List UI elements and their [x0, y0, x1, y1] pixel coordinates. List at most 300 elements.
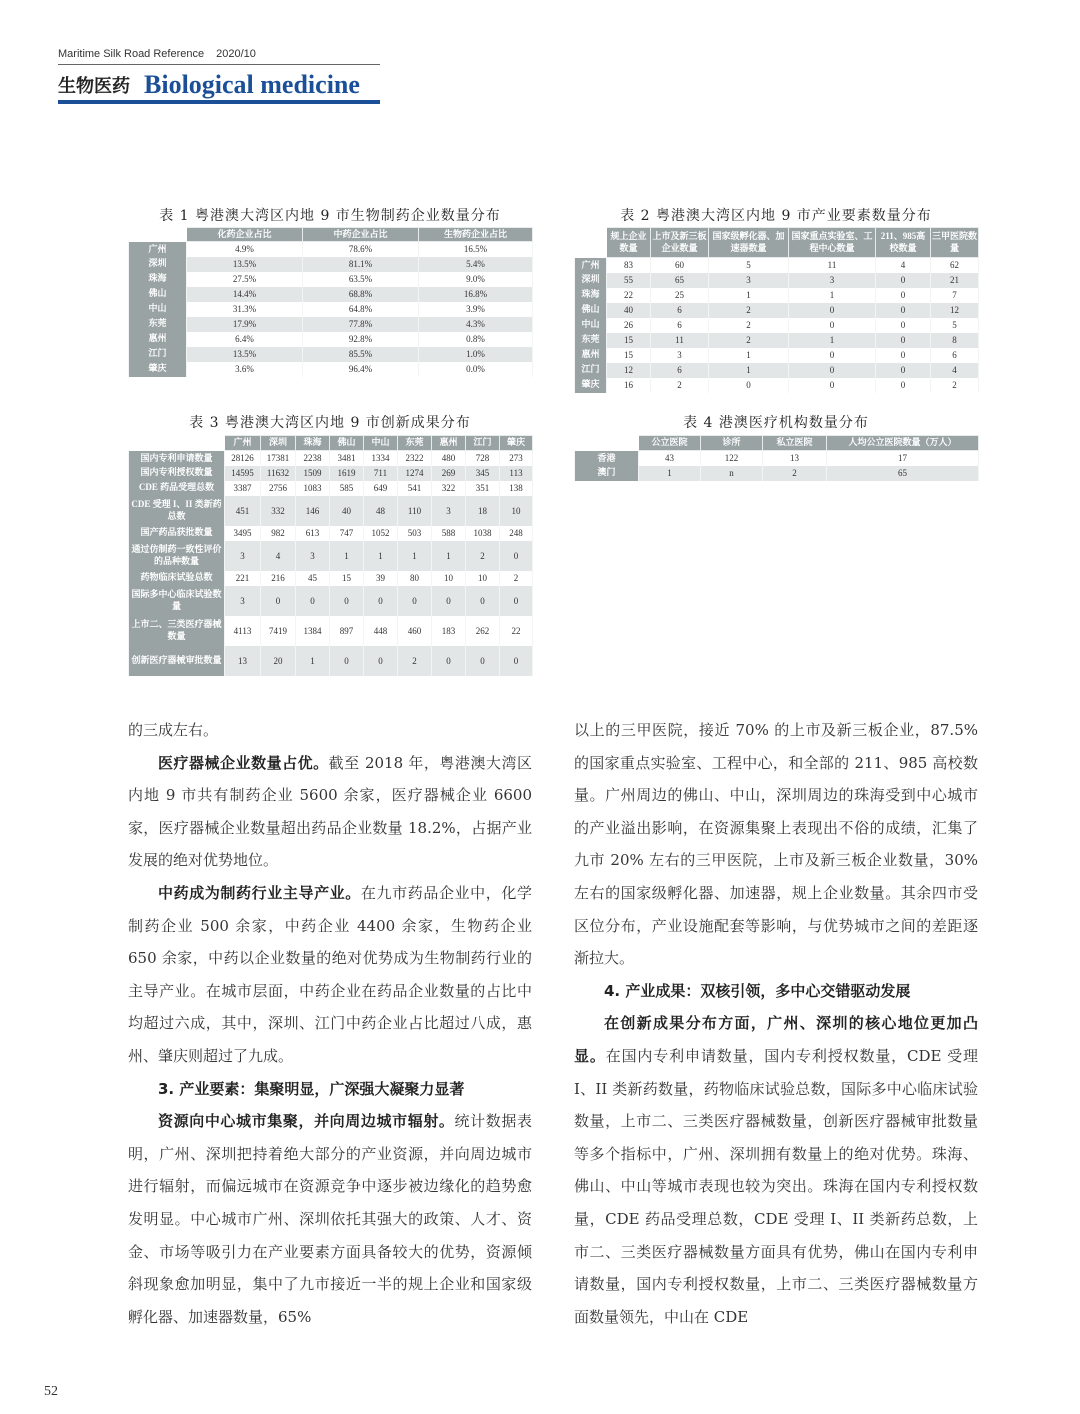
table-cell: 1509 — [296, 466, 330, 481]
table-row — [129, 526, 533, 541]
table-row — [129, 496, 533, 526]
table-cell: 2756 — [261, 481, 296, 496]
table-cell: 1 — [432, 541, 466, 571]
table1 — [128, 227, 533, 377]
table-cell: 85.5% — [303, 347, 419, 362]
table-cell: 39 — [364, 571, 398, 586]
table-cell: 43 — [639, 451, 701, 466]
row-header: 佛山 — [129, 287, 187, 302]
table-row — [129, 287, 533, 302]
table-row — [129, 541, 533, 571]
table-cell: 0 — [296, 586, 330, 616]
table-cell: 16.5% — [419, 242, 533, 257]
subsection-heading: 4. 产业成果：双核引领，多中心交错驱动发展 — [604, 981, 911, 1000]
table-cell: 13 — [225, 646, 261, 676]
table3-caption: 表 3 粤港澳大湾区内地 9 市创新成果分布 — [189, 415, 471, 431]
table-cell: 216 — [261, 571, 296, 586]
table-cell: 351 — [466, 481, 500, 496]
header-rule — [58, 64, 380, 65]
table-cell: 4.3% — [419, 317, 533, 332]
table-corner-cell — [575, 228, 607, 258]
table-cell: 4113 — [225, 616, 261, 646]
table-cell: 92.8% — [303, 332, 419, 347]
table-cell: 60 — [651, 258, 709, 273]
column-header: 中药企业占比 — [303, 228, 419, 242]
table-cell: 1 — [709, 363, 789, 378]
table-cell: 2238 — [296, 451, 330, 466]
table-cell: 1052 — [364, 526, 398, 541]
table-cell: 83 — [607, 258, 651, 273]
table-cell: 3481 — [330, 451, 364, 466]
table-cell: 262 — [466, 616, 500, 646]
table-cell: 9.0% — [419, 272, 533, 287]
table-cell: 273 — [500, 451, 533, 466]
table-cell: 345 — [466, 466, 500, 481]
subsection-heading: 3. 产业要素：集聚明显，广深强大凝聚力显著 — [158, 1079, 465, 1098]
paragraph-lead: 资源向中心城市集聚，并向周边城市辐射。 — [158, 1112, 455, 1131]
table-cell: 12 — [607, 363, 651, 378]
table-cell: 17 — [827, 451, 979, 466]
row-header: 东莞 — [129, 317, 187, 332]
table-cell: 80 — [398, 571, 432, 586]
table-cell: 613 — [296, 526, 330, 541]
table-cell: 2 — [709, 333, 789, 348]
table-cell: 1 — [296, 646, 330, 676]
table-cell: 541 — [398, 481, 432, 496]
row-header: 澳门 — [575, 466, 639, 481]
table4-header-row — [575, 436, 979, 451]
table-cell: 2 — [500, 571, 533, 586]
row-header: 广州 — [129, 242, 187, 257]
row-header: 中山 — [129, 302, 187, 317]
table-cell: 0 — [789, 363, 876, 378]
table-cell: 649 — [364, 481, 398, 496]
table3-header-row — [129, 436, 533, 451]
table1-caption: 表 1 粤港澳大湾区内地 9 市生物制药企业数量分布 — [159, 208, 501, 224]
table4-caption: 表 4 港澳医疗机构数量分布 — [683, 415, 869, 431]
table-row — [575, 466, 979, 481]
column-header: 人均公立医院数量（万人） — [827, 436, 979, 451]
table-row — [129, 362, 533, 377]
table-cell: 2 — [651, 378, 709, 393]
column-header: 三甲医院数量 — [931, 228, 979, 258]
table-cell: 1 — [364, 541, 398, 571]
table-cell: 3.9% — [419, 302, 533, 317]
column-header: 江门 — [466, 436, 500, 451]
table-cell: 3 — [651, 348, 709, 363]
row-header: 广州 — [575, 258, 607, 273]
paragraph-lead: 在创新成果分布方面，广州、深圳的核心地位更加凸显。 — [574, 1014, 978, 1065]
row-header: 佛山 — [575, 303, 607, 318]
table-cell: 0 — [709, 378, 789, 393]
table-cell: 20 — [261, 646, 296, 676]
table-cell: 17381 — [261, 451, 296, 466]
section-underline — [58, 100, 380, 104]
table-cell: 1 — [709, 348, 789, 363]
table-cell: 1274 — [398, 466, 432, 481]
section-title — [58, 70, 360, 100]
table2-caption: 表 2 粤港澳大湾区内地 9 市产业要素数量分布 — [620, 208, 932, 224]
table-row — [575, 318, 979, 333]
row-header: 肇庆 — [575, 378, 607, 393]
table-row — [129, 332, 533, 347]
table-cell: 4.9% — [187, 242, 303, 257]
row-header: 国际多中心临床试验数量 — [129, 586, 225, 616]
row-header: 东莞 — [575, 333, 607, 348]
table-cell: 6 — [651, 303, 709, 318]
table-cell: 2 — [398, 646, 432, 676]
table-cell: 122 — [701, 451, 763, 466]
column-header: 生物药企业占比 — [419, 228, 533, 242]
table-cell: 0 — [876, 378, 931, 393]
row-header: 上市二、三类医疗器械数量 — [129, 616, 225, 646]
row-header: 国内专利授权数量 — [129, 466, 225, 481]
table-cell: 10 — [466, 571, 500, 586]
table-row — [129, 571, 533, 586]
table-cell: 1 — [789, 288, 876, 303]
table-cell: 0 — [500, 541, 533, 571]
table-cell: 588 — [432, 526, 466, 541]
table-row — [129, 586, 533, 616]
body-right-column — [574, 714, 978, 1333]
table-cell: 0.0% — [419, 362, 533, 377]
table-cell: 27.5% — [187, 272, 303, 287]
row-header: 肇庆 — [129, 362, 187, 377]
table-cell: 63.5% — [303, 272, 419, 287]
row-header: 深圳 — [129, 257, 187, 272]
table-row — [575, 378, 979, 393]
table-cell: 448 — [364, 616, 398, 646]
table-cell: 146 — [296, 496, 330, 526]
column-header: 广州 — [225, 436, 261, 451]
table-cell: 0 — [876, 333, 931, 348]
table-row — [129, 466, 533, 481]
table-cell: 110 — [398, 496, 432, 526]
table4 — [574, 435, 979, 481]
table-cell: 11 — [789, 258, 876, 273]
column-header: 诊所 — [701, 436, 763, 451]
table-cell: 3 — [709, 273, 789, 288]
table-corner-cell — [129, 436, 225, 451]
table-cell: 0 — [466, 586, 500, 616]
table-cell: 6 — [931, 348, 979, 363]
table-cell: 2322 — [398, 451, 432, 466]
table-cell: 2 — [763, 466, 827, 481]
table-cell: 11 — [651, 333, 709, 348]
table-cell: 0 — [432, 586, 466, 616]
paragraph: 中药成为制药行业主导产业。在九市药品企业中，化学制药企业 500 余家，中药企业 4400 余家，生物药企业 650 余家，中药以企业数量的绝对优势成为生物制药行业的主导产业。在城市层面，中药企业在药品企业数量的占比中均超过六成，其中，深圳、江门中药企业占比超过八成，惠州、肇庆则超过了九成。 — [128, 883, 532, 1065]
paragraph-lead: 医疗器械企业数量占优。 — [158, 753, 329, 772]
table1-header-row — [129, 228, 533, 242]
table-cell: 55 — [607, 273, 651, 288]
table-cell: 0 — [876, 303, 931, 318]
row-header: 江门 — [575, 363, 607, 378]
table-cell: 0 — [330, 586, 364, 616]
table2 — [574, 227, 979, 393]
row-header: 国产药品获批数量 — [129, 526, 225, 541]
table-cell: 3 — [225, 586, 261, 616]
table-cell: 5 — [709, 258, 789, 273]
table-cell: 78.6% — [303, 242, 419, 257]
table-cell: 17.9% — [187, 317, 303, 332]
column-header: 私立医院 — [763, 436, 827, 451]
table-cell: 0 — [789, 303, 876, 318]
table-row — [129, 481, 533, 496]
table-row — [575, 333, 979, 348]
table-cell: 0 — [876, 363, 931, 378]
column-header: 211、985高校数量 — [876, 228, 931, 258]
table-cell: 1384 — [296, 616, 330, 646]
table-cell: 6 — [651, 363, 709, 378]
table-cell: 10 — [500, 496, 533, 526]
running-header — [58, 48, 256, 60]
table-cell: 16 — [607, 378, 651, 393]
table-cell: 221 — [225, 571, 261, 586]
table-cell: 62 — [931, 258, 979, 273]
table-cell: 0 — [876, 288, 931, 303]
table-cell: 48 — [364, 496, 398, 526]
table-cell: 64.8% — [303, 302, 419, 317]
table-row — [129, 257, 533, 272]
table-cell: 982 — [261, 526, 296, 541]
table-cell: 2 — [709, 318, 789, 333]
row-header: 珠海 — [129, 272, 187, 287]
table-row — [129, 646, 533, 676]
table-cell: 22 — [607, 288, 651, 303]
table-cell: 0 — [261, 586, 296, 616]
table-cell: 0 — [500, 646, 533, 676]
table-cell: 16.8% — [419, 287, 533, 302]
table-cell: 503 — [398, 526, 432, 541]
table-cell: 585 — [330, 481, 364, 496]
table-cell: 13 — [763, 451, 827, 466]
page-number: 52 — [44, 1384, 58, 1399]
table-cell: 25 — [651, 288, 709, 303]
table-cell: 22 — [500, 616, 533, 646]
body-left-column — [128, 714, 532, 1333]
column-header: 珠海 — [296, 436, 330, 451]
table-cell: 7 — [931, 288, 979, 303]
table-cell: 0 — [364, 646, 398, 676]
table-cell: 7419 — [261, 616, 296, 646]
table-cell: 113 — [500, 466, 533, 481]
table-cell: 31.3% — [187, 302, 303, 317]
row-header: 创新医疗器械审批数量 — [129, 646, 225, 676]
table-cell: 1038 — [466, 526, 500, 541]
table-cell: 12 — [931, 303, 979, 318]
section-title-cn: 生物医药 — [58, 76, 130, 97]
column-header: 国家级孵化器、加速器数量 — [709, 228, 789, 258]
table3 — [128, 435, 533, 676]
table-cell: 0 — [789, 318, 876, 333]
table-cell: 45 — [296, 571, 330, 586]
table-cell: 460 — [398, 616, 432, 646]
section-title-en: Biological medicine — [144, 70, 360, 99]
table-cell: 65 — [827, 466, 979, 481]
column-header: 中山 — [364, 436, 398, 451]
table-corner-cell — [575, 436, 639, 451]
table-cell: 65 — [651, 273, 709, 288]
table-cell: 21 — [931, 273, 979, 288]
table-cell: 2 — [931, 378, 979, 393]
table-cell: 0 — [876, 348, 931, 363]
table-cell: 15 — [607, 348, 651, 363]
table-row — [129, 347, 533, 362]
table-cell: 4 — [261, 541, 296, 571]
paragraph: 资源向中心城市集聚，并向周边城市辐射。统计数据表明，广州、深圳把持着绝大部分的产业资源，并向周边城市进行辐射，而偏远城市在资源竞争中逐步被边缘化的趋势愈发明显。中心城市广州、深圳依托其强大的政策、人才、资金、市场等吸引力在产业要素方面具备较大的优势，资源倾斜现象愈加明显，集中了九市接近一半的规上企业和国家级孵化器、加速器数量，65% — [128, 1112, 532, 1326]
table-cell: 0 — [876, 273, 931, 288]
table-cell: 3 — [296, 541, 330, 571]
table-cell: 0 — [364, 586, 398, 616]
table-cell: 1 — [398, 541, 432, 571]
table-cell: 77.8% — [303, 317, 419, 332]
table-cell: 18 — [466, 496, 500, 526]
column-header: 深圳 — [261, 436, 296, 451]
table-cell: 10 — [432, 571, 466, 586]
table-cell: 0 — [398, 586, 432, 616]
table-cell: 6.4% — [187, 332, 303, 347]
table-cell: 1083 — [296, 481, 330, 496]
column-header: 规上企业数量 — [607, 228, 651, 258]
table-row — [129, 242, 533, 257]
table-row — [575, 288, 979, 303]
table-cell: 480 — [432, 451, 466, 466]
table-cell: n — [701, 466, 763, 481]
table-cell: 1 — [789, 333, 876, 348]
table-cell: 96.4% — [303, 362, 419, 377]
table-cell: 728 — [466, 451, 500, 466]
row-header: 惠州 — [575, 348, 607, 363]
table-cell: 26 — [607, 318, 651, 333]
table-cell: 3387 — [225, 481, 261, 496]
row-header: 国内专利申请数量 — [129, 451, 225, 466]
column-header: 东莞 — [398, 436, 432, 451]
table-cell: 322 — [432, 481, 466, 496]
table-cell: 0 — [466, 646, 500, 676]
table-cell: 13.5% — [187, 257, 303, 272]
table-cell: 11632 — [261, 466, 296, 481]
table-cell: 3 — [789, 273, 876, 288]
table-cell: 332 — [261, 496, 296, 526]
row-header: 珠海 — [575, 288, 607, 303]
table-cell: 747 — [330, 526, 364, 541]
table-cell: 0 — [500, 586, 533, 616]
column-header: 肇庆 — [500, 436, 533, 451]
column-header: 公立医院 — [639, 436, 701, 451]
paragraph: 以上的三甲医院，接近 70% 的上市及新三板企业，87.5% 的国家重点实验室、工程中心，和全部的 211、985 高校数量。广州周边的佛山、中山，深圳周边的珠海受到中心城市的产业溢出影响，在资源集聚上表现出不俗的成绩，汇集了九市 20% 左右的三甲医院，上市及新三板企业数量，30% 左右的国家级孵化器、加速器，规上企业数量。其余四市受区位分布，产业设施配套等影响，与优势城市之间的差距逐渐拉大。 — [574, 721, 978, 968]
table-cell: 0.8% — [419, 332, 533, 347]
table-cell: 1619 — [330, 466, 364, 481]
table-cell: 1.0% — [419, 347, 533, 362]
table-cell: 0 — [789, 378, 876, 393]
table-row — [575, 258, 979, 273]
paragraph-lead: 中药成为制药行业主导产业。 — [158, 883, 361, 902]
table-row — [575, 363, 979, 378]
table-cell: 183 — [432, 616, 466, 646]
row-header: 香港 — [575, 451, 639, 466]
table-cell: 40 — [330, 496, 364, 526]
row-header: CDE 药品受理总数 — [129, 481, 225, 496]
table-cell: 711 — [364, 466, 398, 481]
issue-number: 2020/10 — [216, 48, 256, 60]
table-cell: 269 — [432, 466, 466, 481]
table-row — [575, 273, 979, 288]
table-cell: 451 — [225, 496, 261, 526]
row-header: 江门 — [129, 347, 187, 362]
table-cell: 1334 — [364, 451, 398, 466]
table-row — [575, 303, 979, 318]
column-header: 化药企业占比 — [187, 228, 303, 242]
table-cell: 6 — [651, 318, 709, 333]
table-cell: 248 — [500, 526, 533, 541]
table-cell: 3 — [432, 496, 466, 526]
table-cell: 0 — [330, 646, 364, 676]
table-cell: 2 — [709, 303, 789, 318]
table-cell: 3.6% — [187, 362, 303, 377]
row-header: 深圳 — [575, 273, 607, 288]
table-row — [129, 272, 533, 287]
table-cell: 8 — [931, 333, 979, 348]
column-header: 惠州 — [432, 436, 466, 451]
table-row — [129, 616, 533, 646]
table-cell: 138 — [500, 481, 533, 496]
column-header: 上市及新三板企业数量 — [651, 228, 709, 258]
table-cell: 4 — [876, 258, 931, 273]
table-row — [575, 348, 979, 363]
column-header: 佛山 — [330, 436, 364, 451]
table-cell: 897 — [330, 616, 364, 646]
table-cell: 15 — [330, 571, 364, 586]
table-cell: 81.1% — [303, 257, 419, 272]
table-corner-cell — [129, 228, 187, 242]
column-header: 国家重点实验室、工程中心数量 — [789, 228, 876, 258]
table2-header-row — [575, 228, 979, 258]
table-cell: 1 — [330, 541, 364, 571]
paragraph: 的三成左右。 — [128, 721, 219, 739]
table-cell: 2 — [466, 541, 500, 571]
table-cell: 1 — [709, 288, 789, 303]
table-cell: 40 — [607, 303, 651, 318]
table-cell: 13.5% — [187, 347, 303, 362]
journal-name: Maritime Silk Road Reference — [58, 48, 205, 60]
table-cell: 0 — [876, 318, 931, 333]
table-cell: 3495 — [225, 526, 261, 541]
table-cell: 14.4% — [187, 287, 303, 302]
table-cell: 0 — [432, 646, 466, 676]
table-row — [129, 451, 533, 466]
table-cell: 14595 — [225, 466, 261, 481]
table-cell: 5.4% — [419, 257, 533, 272]
table-cell: 4 — [931, 363, 979, 378]
table-cell: 28126 — [225, 451, 261, 466]
paragraph: 医疗器械企业数量占优。截至 2018 年，粤港澳大湾区内地 9 市共有制药企业 5600 余家，医疗器械企业 6600 家，医疗器械企业数量超出药品企业数量 18.2%，占据产业发展的绝对优势地位。 — [128, 753, 532, 870]
table-row — [129, 317, 533, 332]
table-cell: 5 — [931, 318, 979, 333]
table-row — [129, 302, 533, 317]
row-header: 药物临床试验总数 — [129, 571, 225, 586]
row-header: CDE 受理 I、II 类新药总数 — [129, 496, 225, 526]
row-header: 惠州 — [129, 332, 187, 347]
table-cell: 3 — [225, 541, 261, 571]
row-header: 中山 — [575, 318, 607, 333]
table-cell: 15 — [607, 333, 651, 348]
table-cell: 0 — [789, 348, 876, 363]
paragraph: 在创新成果分布方面，广州、深圳的核心地位更加凸显。在国内专利申请数量，国内专利授权数量，CDE 受理 I、II 类新药数量，药物临床试验总数，国际多中心临床试验数量，上市二、三类医疗器械数量，创新医疗器械审批数量等多个指标中，广州、深圳拥有数量上的绝对优势。珠海、佛山、中山等城市表现也较为突出。珠海在国内专利授权数量，CDE 药品受理总数，CDE 受理 I、II 类新药总数，上市二、三类医疗器械数量方面具有优势，佛山在国内专利申请数量，国内专利授权数量，上市二、三类医疗器械数量方面数量领先，中山在 CDE — [574, 1014, 978, 1326]
table-cell: 68.8% — [303, 287, 419, 302]
table-row — [575, 451, 979, 466]
row-header: 通过仿制药一致性评价的品种数量 — [129, 541, 225, 571]
table-cell: 1 — [639, 466, 701, 481]
